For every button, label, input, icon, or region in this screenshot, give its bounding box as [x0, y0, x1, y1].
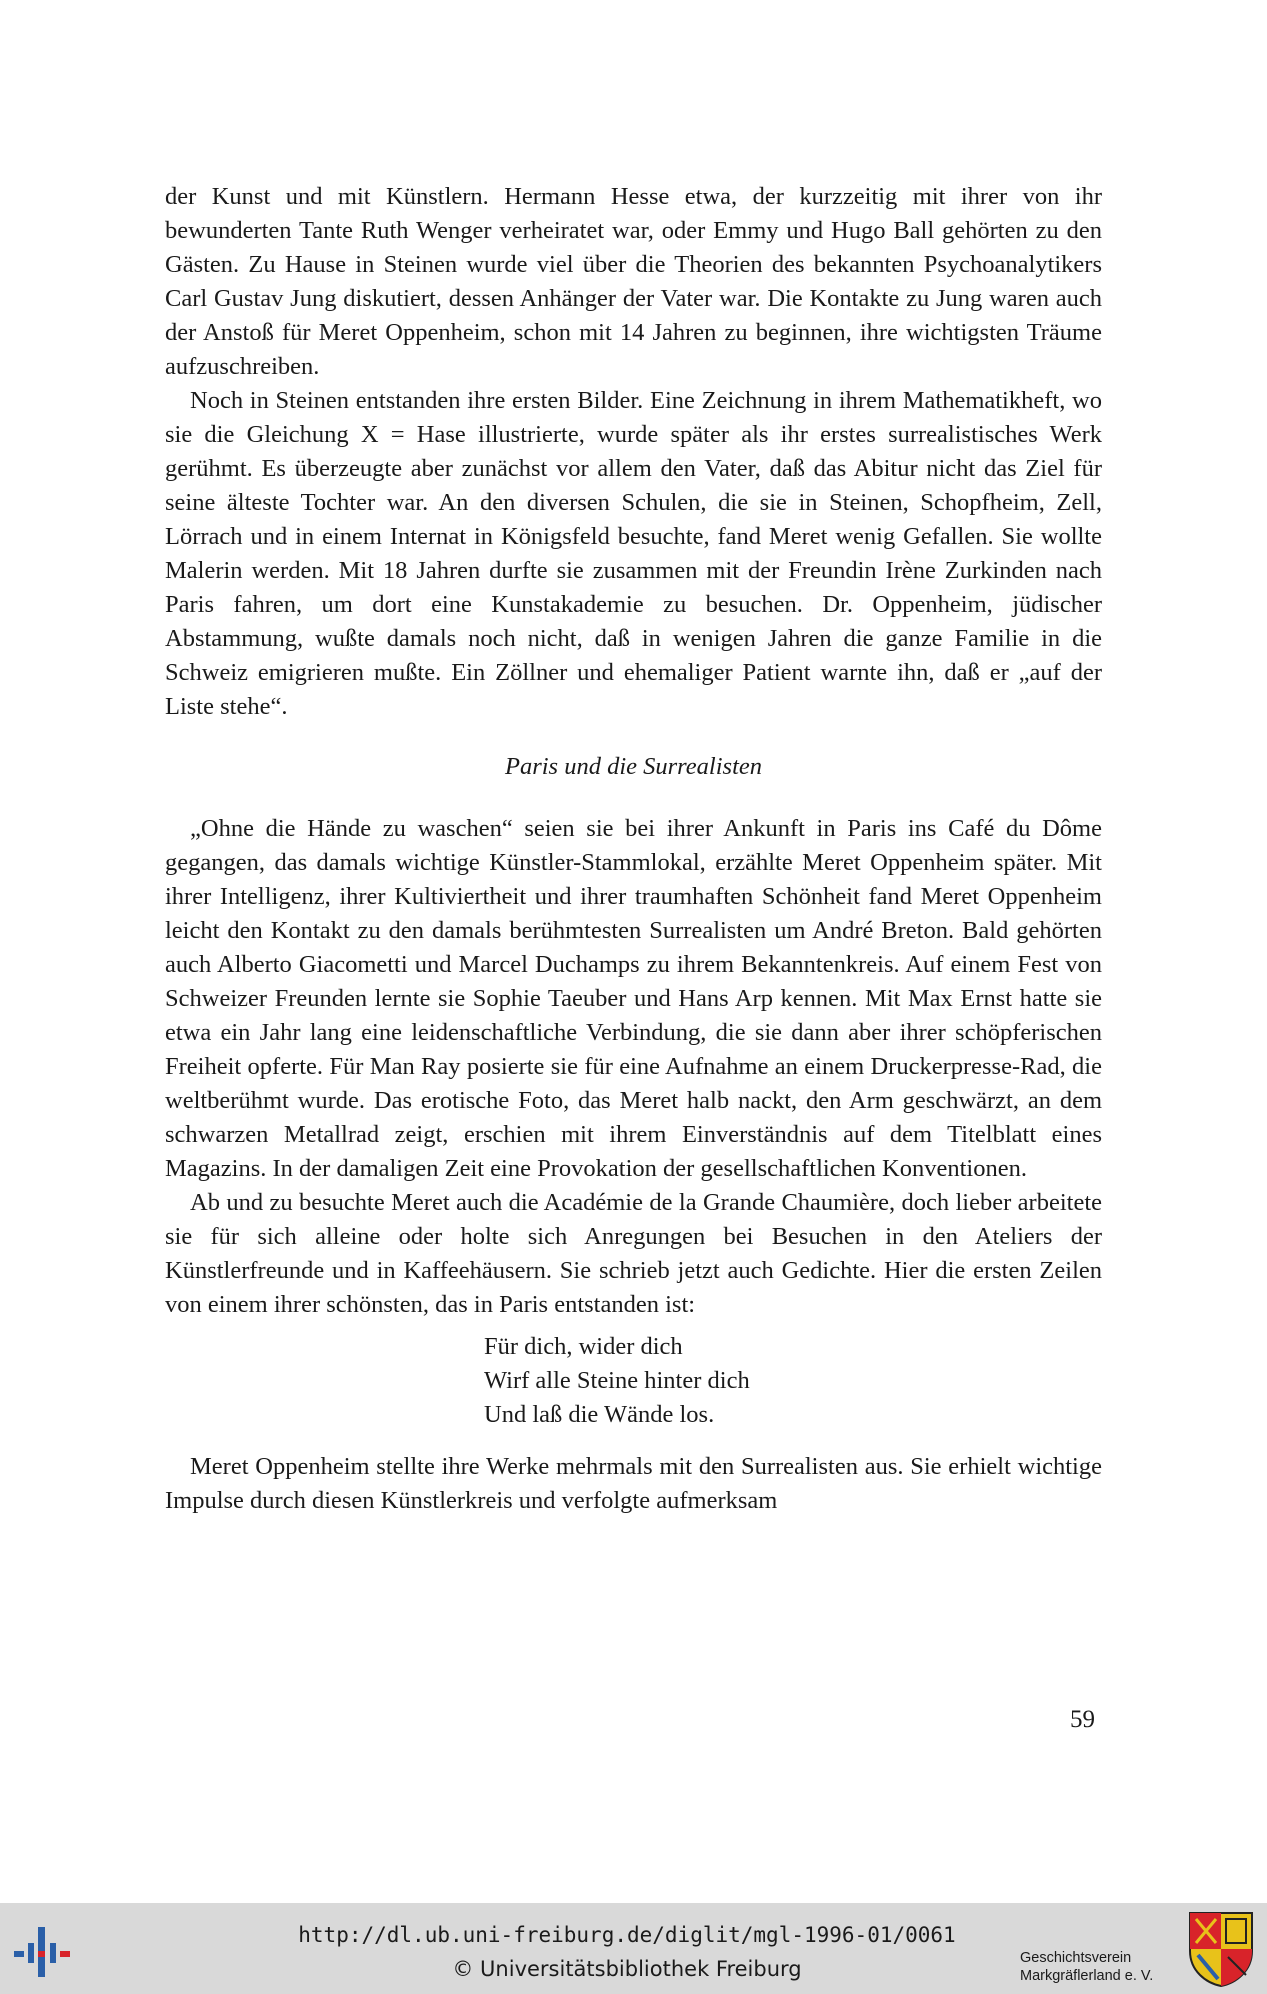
footer-bar: [0, 1903, 1267, 1994]
footer-copyright: © Universitätsbibliothek Freiburg: [452, 1957, 802, 1981]
paragraph-1: der Kunst und mit Künstlern. Hermann Hesse etwa, der kurzzeitig mit ihrer von ihr bewunderten Tante Ruth Wenger verheiratet war, oder Emmy und Hugo Ball gehörten zu den Gästen. Zu Hause in Steinen wurde viel über die Theorien des bekannten Psychoanalytikers Carl Gustav Jung diskutiert, dessen Anhänger der Vater war. Die Kontakte zu Jung waren auch der Anstoß für Meret Oppenheim, schon mit 14 Jahren zu beginnen, ihre wichtigsten Träume aufzuschreiben.: [165, 183, 1102, 380]
society-name-line-2: Markgräflerland e. V.: [1020, 1968, 1154, 1984]
footer-url-link[interactable]: http://dl.ub.uni-freiburg.de/diglit/mgl-1996-01/0061: [298, 1923, 956, 1947]
poem: [484, 1330, 1102, 1432]
coat-of-arms-icon: [1188, 1911, 1254, 1987]
page-body: [165, 180, 1102, 1518]
poem-line-2: Wirf alle Steine hinter dich: [484, 1367, 750, 1394]
page-number: 59: [1070, 1706, 1095, 1733]
paragraph-4: Ab und zu besuchte Meret auch die Académie de la Grande Chaumière, doch lieber arbeitete sie für sich alleine oder holte sich Anregungen bei Besuchen in den Ateliers der Künstlerfreunde und in Kaffeehäusern. Sie schrieb jetzt auch Gedichte. Hier die ersten Zeilen von einem ihrer schönsten, das in Paris entstanden ist:: [165, 1189, 1102, 1318]
paragraph-2: Noch in Steinen entstanden ihre ersten Bilder. Eine Zeichnung in ihrem Mathematikheft, wo sie die Gleichung X = Hase illustrierte, wurde später als ihr erstes surrealistisches Werk gerühmt. Es überzeugte aber zunächst vor allem den Vater, daß das Abitur nicht das Ziel für seine älteste Tochter war. An den diversen Schulen, die sie in Steinen, Schopfheim, Zell, Lörrach und in einem Internat in Königsfeld besuchte, fand Meret wenig Gefallen. Sie wollte Malerin werden. Mit 18 Jahren durfte sie zusammen mit der Freundin Irène Zurkinden nach Paris fahren, um dort eine Kunstakademie zu besuchen. Dr. Oppenheim, jüdischer Abstammung, wußte damals noch nicht, daß in wenigen Jahren die ganze Familie in die Schweiz emigrieren mußte. Ein Zöllner und ehemaliger Patient warnte ihn, daß er „auf der Liste stehe“.: [165, 387, 1102, 720]
society-name: [1020, 1949, 1153, 1985]
poem-line-1: Für dich, wider dich: [484, 1333, 683, 1360]
society-name-line-1: Geschichtsverein: [1020, 1950, 1132, 1966]
paragraph-5: Meret Oppenheim stellte ihre Werke mehrmals mit den Surrealisten aus. Sie erhielt wichtige Impulse durch diesen Künstlerkreis und verfolgte aufmerksam: [165, 1453, 1102, 1514]
poem-line-3: Und laß die Wände los.: [484, 1401, 715, 1428]
section-heading: Paris und die Surrealisten: [504, 753, 762, 780]
paragraph-3: „Ohne die Hände zu waschen“ seien sie bei ihrer Ankunft in Paris ins Café du Dôme gegangen, das damals wichtige Künstler-Stammlokal, erzählte Meret Oppenheim später. Mit ihrer Intelligenz, ihrer Kultiviertheit und ihrer traumhaften Schönheit fand Meret Oppenheim leicht den Kontakt zu den damals berühmtesten Surrealisten um André Breton. Bald gehörten auch Alberto Giacometti und Marcel Duchamps zu ihrem Bekanntenkreis. Auf einem Fest von Schweizer Freunden lernte sie Sophie Taeuber und Hans Arp kennen. Mit Max Ernst hatte sie etwa ein Jahr lang eine leidenschaftliche Verbindung, die sie dann aber ihrer schöpferischen Freiheit opferte. Für Man Ray posierte sie für eine Aufnahme an einem Druckerpresse-Rad, die weltberühmt wurde. Das erotische Foto, das Meret halb nackt, den Arm geschwärzt, an dem schwarzen Metallrad zeigt, erschien mit ihrem Einverständnis auf dem Titelblatt eines Magazins. In der damaligen Zeit eine Provokation der gesellschaftlichen Konventionen.: [165, 815, 1102, 1182]
